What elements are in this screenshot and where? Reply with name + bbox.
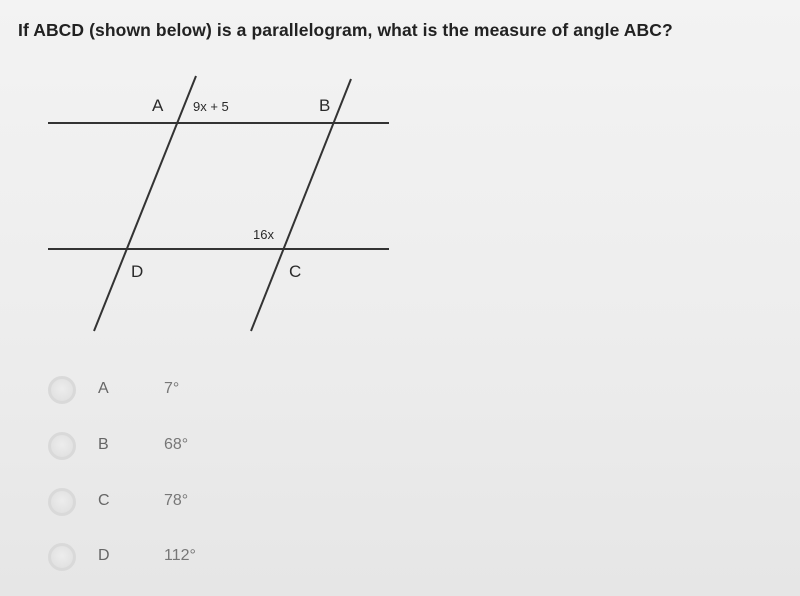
answer-option-d[interactable] [48, 543, 288, 577]
vertex-c-label: C [289, 262, 302, 281]
option-letter: D [98, 547, 110, 564]
radio-button[interactable] [48, 543, 76, 571]
vertex-b-label: B [319, 96, 331, 115]
angle-c-label: 16x [253, 227, 274, 242]
option-value: 112° [164, 547, 196, 564]
vertex-a-label: A [152, 96, 164, 115]
answer-option-c[interactable] [48, 488, 288, 522]
option-letter: C [98, 492, 110, 509]
radio-button[interactable] [48, 488, 76, 516]
answer-option-b[interactable] [48, 432, 288, 466]
option-value: 7° [164, 380, 180, 397]
vertex-d-label: D [131, 262, 144, 281]
question-text: If ABCD (shown below) is a parallelogram, what is the measure of angle ABC? [18, 20, 673, 40]
left-transversal [94, 76, 196, 331]
option-letter: B [98, 436, 109, 453]
radio-button[interactable] [48, 376, 76, 404]
option-value: 68° [164, 436, 189, 453]
right-transversal [251, 79, 351, 331]
answer-option-a[interactable] [48, 376, 288, 410]
radio-button[interactable] [48, 432, 76, 460]
angle-a-label: 9x + 5 [193, 99, 229, 114]
option-letter: A [98, 380, 109, 397]
option-value: 78° [164, 492, 189, 509]
